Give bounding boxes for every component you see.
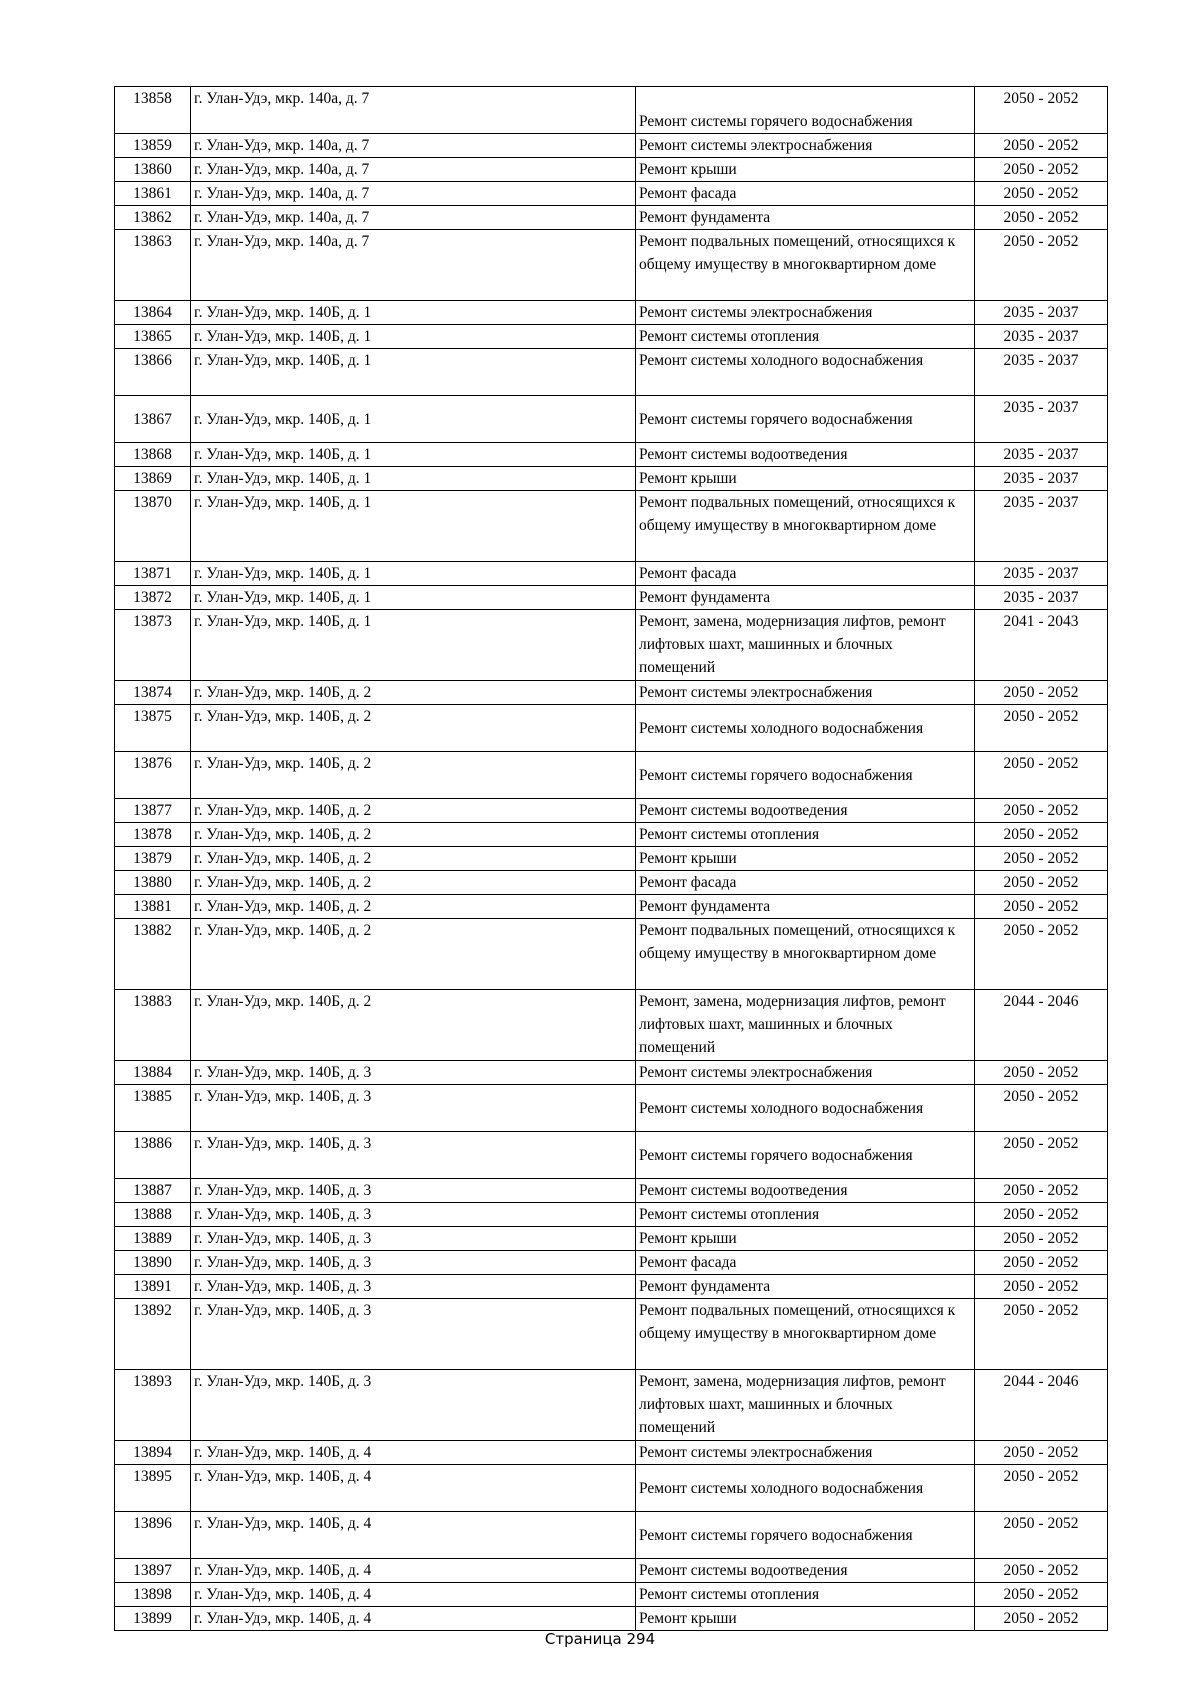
row-address: г. Улан-Удэ, мкр. 140Б, д. 1 [191, 562, 636, 586]
row-number: 13866 [115, 349, 191, 396]
row-period: 2035 - 2037 [975, 349, 1108, 396]
row-period: 2044 - 2046 [975, 1370, 1108, 1441]
row-address: г. Улан-Удэ, мкр. 140Б, д. 2 [191, 895, 636, 919]
table-row [115, 158, 1108, 182]
row-period: 2050 - 2052 [975, 705, 1108, 752]
table-row [115, 919, 1108, 990]
table-row [115, 1607, 1108, 1631]
row-address: г. Улан-Удэ, мкр. 140Б, д. 4 [191, 1512, 636, 1559]
table-row [115, 1132, 1108, 1179]
row-period: 2041 - 2043 [975, 610, 1108, 681]
table-row [115, 1370, 1108, 1441]
row-address: г. Улан-Удэ, мкр. 140Б, д. 3 [191, 1370, 636, 1441]
row-work-type: Ремонт системы горячего водоснабжения [636, 396, 975, 443]
row-period: 2050 - 2052 [975, 823, 1108, 847]
table-row [115, 1275, 1108, 1299]
row-work-type: Ремонт подвальных помещений, относящихся к общему имуществу в многоквартирном доме [636, 919, 975, 990]
row-period: 2035 - 2037 [975, 443, 1108, 467]
table-row [115, 1441, 1108, 1465]
row-work-type: Ремонт крыши [636, 1607, 975, 1631]
row-number: 13885 [115, 1085, 191, 1132]
row-address: г. Улан-Удэ, мкр. 140Б, д. 1 [191, 467, 636, 491]
row-period: 2050 - 2052 [975, 1559, 1108, 1583]
row-period: 2050 - 2052 [975, 1583, 1108, 1607]
row-number: 13881 [115, 895, 191, 919]
table-row [115, 1203, 1108, 1227]
table-row [115, 443, 1108, 467]
row-number: 13883 [115, 990, 191, 1061]
row-address: г. Улан-Удэ, мкр. 140а, д. 7 [191, 134, 636, 158]
row-period: 2050 - 2052 [975, 1441, 1108, 1465]
row-period: 2050 - 2052 [975, 1299, 1108, 1370]
row-period: 2050 - 2052 [975, 919, 1108, 990]
row-number: 13897 [115, 1559, 191, 1583]
row-work-type: Ремонт подвальных помещений, относящихся к общему имуществу в многоквартирном доме [636, 230, 975, 301]
row-number: 13898 [115, 1583, 191, 1607]
table-row [115, 1465, 1108, 1512]
row-period: 2035 - 2037 [975, 301, 1108, 325]
row-work-type: Ремонт фундамента [636, 206, 975, 230]
row-work-type: Ремонт крыши [636, 847, 975, 871]
row-address: г. Улан-Удэ, мкр. 140Б, д. 2 [191, 823, 636, 847]
row-number: 13871 [115, 562, 191, 586]
row-work-type: Ремонт системы электроснабжения [636, 681, 975, 705]
row-work-type: Ремонт системы отопления [636, 325, 975, 349]
row-address: г. Улан-Удэ, мкр. 140Б, д. 2 [191, 871, 636, 895]
row-address: г. Улан-Удэ, мкр. 140Б, д. 3 [191, 1251, 636, 1275]
row-address: г. Улан-Удэ, мкр. 140Б, д. 1 [191, 586, 636, 610]
row-work-type: Ремонт системы холодного водоснабжения [636, 1465, 975, 1512]
row-work-type: Ремонт подвальных помещений, относящихся к общему имуществу в многоквартирном доме [636, 1299, 975, 1370]
row-address: г. Улан-Удэ, мкр. 140Б, д. 2 [191, 990, 636, 1061]
row-number: 13887 [115, 1179, 191, 1203]
row-number: 13888 [115, 1203, 191, 1227]
row-number: 13886 [115, 1132, 191, 1179]
row-period: 2050 - 2052 [975, 1251, 1108, 1275]
table-row [115, 586, 1108, 610]
row-work-type: Ремонт фасада [636, 1251, 975, 1275]
row-work-type: Ремонт фундамента [636, 586, 975, 610]
row-number: 13892 [115, 1299, 191, 1370]
row-address: г. Улан-Удэ, мкр. 140Б, д. 1 [191, 610, 636, 681]
row-period: 2035 - 2037 [975, 586, 1108, 610]
row-number: 13893 [115, 1370, 191, 1441]
table-row [115, 1179, 1108, 1203]
row-period: 2050 - 2052 [975, 1512, 1108, 1559]
table-row [115, 562, 1108, 586]
row-work-type: Ремонт фундамента [636, 1275, 975, 1299]
row-number: 13864 [115, 301, 191, 325]
row-work-type: Ремонт системы горячего водоснабжения [636, 1512, 975, 1559]
row-number: 13865 [115, 325, 191, 349]
row-address: г. Улан-Удэ, мкр. 140Б, д. 4 [191, 1607, 636, 1631]
row-work-type: Ремонт, замена, модернизация лифтов, ремонт лифтовых шахт, машинных и блочных помещений [636, 610, 975, 681]
row-period: 2050 - 2052 [975, 1132, 1108, 1179]
row-period: 2050 - 2052 [975, 158, 1108, 182]
row-work-type: Ремонт крыши [636, 467, 975, 491]
row-work-type: Ремонт системы водоотведения [636, 1179, 975, 1203]
table-body [115, 87, 1108, 1631]
row-address: г. Улан-Удэ, мкр. 140Б, д. 2 [191, 847, 636, 871]
row-address: г. Улан-Удэ, мкр. 140Б, д. 1 [191, 325, 636, 349]
row-number: 13872 [115, 586, 191, 610]
row-number: 13867 [115, 396, 191, 443]
row-address: г. Улан-Удэ, мкр. 140Б, д. 3 [191, 1299, 636, 1370]
row-work-type: Ремонт системы водоотведения [636, 443, 975, 467]
row-period: 2050 - 2052 [975, 87, 1108, 134]
table-row [115, 1512, 1108, 1559]
row-number: 13896 [115, 1512, 191, 1559]
row-period: 2035 - 2037 [975, 467, 1108, 491]
table-row [115, 895, 1108, 919]
row-work-type: Ремонт системы электроснабжения [636, 1441, 975, 1465]
row-work-type: Ремонт крыши [636, 158, 975, 182]
row-number: 13882 [115, 919, 191, 990]
row-number: 13899 [115, 1607, 191, 1631]
row-number: 13876 [115, 752, 191, 799]
table-row [115, 206, 1108, 230]
row-number: 13859 [115, 134, 191, 158]
row-number: 13873 [115, 610, 191, 681]
table-row [115, 467, 1108, 491]
table-row [115, 1061, 1108, 1085]
row-number: 13890 [115, 1251, 191, 1275]
table-row [115, 134, 1108, 158]
row-address: г. Улан-Удэ, мкр. 140Б, д. 3 [191, 1179, 636, 1203]
table-row [115, 396, 1108, 443]
table-row [115, 823, 1108, 847]
table-row [115, 1583, 1108, 1607]
row-work-type: Ремонт фасада [636, 182, 975, 206]
repair-schedule-table [114, 86, 1108, 1631]
table-row [115, 325, 1108, 349]
row-address: г. Улан-Удэ, мкр. 140Б, д. 4 [191, 1441, 636, 1465]
row-period: 2050 - 2052 [975, 1203, 1108, 1227]
row-period: 2050 - 2052 [975, 230, 1108, 301]
row-period: 2050 - 2052 [975, 681, 1108, 705]
row-work-type: Ремонт системы холодного водоснабжения [636, 349, 975, 396]
row-number: 13858 [115, 87, 191, 134]
row-work-type: Ремонт системы электроснабжения [636, 134, 975, 158]
table-row [115, 1299, 1108, 1370]
row-address: г. Улан-Удэ, мкр. 140Б, д. 1 [191, 396, 636, 443]
row-period: 2050 - 2052 [975, 182, 1108, 206]
row-address: г. Улан-Удэ, мкр. 140Б, д. 3 [191, 1132, 636, 1179]
row-period: 2050 - 2052 [975, 1227, 1108, 1251]
table-row [115, 1251, 1108, 1275]
table-row [115, 349, 1108, 396]
row-number: 13891 [115, 1275, 191, 1299]
row-period: 2035 - 2037 [975, 325, 1108, 349]
row-work-type: Ремонт, замена, модернизация лифтов, ремонт лифтовых шахт, машинных и блочных помещений [636, 1370, 975, 1441]
row-period: 2035 - 2037 [975, 396, 1108, 443]
row-work-type: Ремонт системы горячего водоснабжения [636, 1132, 975, 1179]
row-address: г. Улан-Удэ, мкр. 140Б, д. 2 [191, 799, 636, 823]
row-number: 13894 [115, 1441, 191, 1465]
row-period: 2050 - 2052 [975, 1275, 1108, 1299]
row-period: 2050 - 2052 [975, 847, 1108, 871]
row-period: 2050 - 2052 [975, 752, 1108, 799]
row-work-type: Ремонт системы холодного водоснабжения [636, 705, 975, 752]
row-address: г. Улан-Удэ, мкр. 140а, д. 7 [191, 87, 636, 134]
row-number: 13875 [115, 705, 191, 752]
table-row [115, 1559, 1108, 1583]
row-work-type: Ремонт системы холодного водоснабжения [636, 1085, 975, 1132]
row-address: г. Улан-Удэ, мкр. 140Б, д. 3 [191, 1275, 636, 1299]
row-address: г. Улан-Удэ, мкр. 140а, д. 7 [191, 206, 636, 230]
row-address: г. Улан-Удэ, мкр. 140Б, д. 1 [191, 301, 636, 325]
row-period: 2050 - 2052 [975, 799, 1108, 823]
row-period: 2050 - 2052 [975, 1085, 1108, 1132]
row-address: г. Улан-Удэ, мкр. 140Б, д. 3 [191, 1227, 636, 1251]
table-row [115, 182, 1108, 206]
row-number: 13889 [115, 1227, 191, 1251]
row-number: 13878 [115, 823, 191, 847]
row-work-type: Ремонт системы горячего водоснабжения [636, 87, 975, 134]
row-period: 2050 - 2052 [975, 1179, 1108, 1203]
row-work-type: Ремонт системы отопления [636, 823, 975, 847]
table-row [115, 681, 1108, 705]
row-address: г. Улан-Удэ, мкр. 140Б, д. 2 [191, 705, 636, 752]
row-period: 2050 - 2052 [975, 895, 1108, 919]
row-work-type: Ремонт системы горячего водоснабжения [636, 752, 975, 799]
row-address: г. Улан-Удэ, мкр. 140Б, д. 2 [191, 919, 636, 990]
row-address: г. Улан-Удэ, мкр. 140а, д. 7 [191, 158, 636, 182]
row-number: 13874 [115, 681, 191, 705]
table-row [115, 87, 1108, 134]
row-number: 13895 [115, 1465, 191, 1512]
row-number: 13869 [115, 467, 191, 491]
row-work-type: Ремонт системы водоотведения [636, 1559, 975, 1583]
table-row [115, 871, 1108, 895]
row-address: г. Улан-Удэ, мкр. 140Б, д. 4 [191, 1559, 636, 1583]
row-address: г. Улан-Удэ, мкр. 140Б, д. 4 [191, 1465, 636, 1512]
row-work-type: Ремонт подвальных помещений, относящихся к общему имуществу в многоквартирном доме [636, 491, 975, 562]
row-work-type: Ремонт фасада [636, 562, 975, 586]
row-work-type: Ремонт системы отопления [636, 1203, 975, 1227]
row-number: 13861 [115, 182, 191, 206]
table-row [115, 491, 1108, 562]
table-row [115, 847, 1108, 871]
row-number: 13879 [115, 847, 191, 871]
row-work-type: Ремонт системы электроснабжения [636, 301, 975, 325]
row-number: 13884 [115, 1061, 191, 1085]
row-work-type: Ремонт системы электроснабжения [636, 1061, 975, 1085]
row-address: г. Улан-Удэ, мкр. 140а, д. 7 [191, 230, 636, 301]
row-address: г. Улан-Удэ, мкр. 140Б, д. 4 [191, 1583, 636, 1607]
row-address: г. Улан-Удэ, мкр. 140Б, д. 2 [191, 752, 636, 799]
row-number: 13868 [115, 443, 191, 467]
row-work-type: Ремонт системы водоотведения [636, 799, 975, 823]
row-work-type: Ремонт фасада [636, 871, 975, 895]
row-period: 2050 - 2052 [975, 1061, 1108, 1085]
table-row [115, 1085, 1108, 1132]
row-work-type: Ремонт крыши [636, 1227, 975, 1251]
row-number: 13860 [115, 158, 191, 182]
row-period: 2035 - 2037 [975, 562, 1108, 586]
row-address: г. Улан-Удэ, мкр. 140Б, д. 3 [191, 1061, 636, 1085]
page-number: Страница 294 [544, 1630, 656, 1648]
row-period: 2050 - 2052 [975, 206, 1108, 230]
row-number: 13862 [115, 206, 191, 230]
row-address: г. Улан-Удэ, мкр. 140Б, д. 3 [191, 1203, 636, 1227]
row-address: г. Улан-Удэ, мкр. 140Б, д. 3 [191, 1085, 636, 1132]
row-work-type: Ремонт, замена, модернизация лифтов, ремонт лифтовых шахт, машинных и блочных помещений [636, 990, 975, 1061]
row-period: 2044 - 2046 [975, 990, 1108, 1061]
table-row [115, 1227, 1108, 1251]
row-number: 13870 [115, 491, 191, 562]
table-row [115, 610, 1108, 681]
row-period: 2035 - 2037 [975, 491, 1108, 562]
row-period: 2050 - 2052 [975, 1607, 1108, 1631]
row-work-type: Ремонт фундамента [636, 895, 975, 919]
row-address: г. Улан-Удэ, мкр. 140Б, д. 2 [191, 681, 636, 705]
row-address: г. Улан-Удэ, мкр. 140Б, д. 1 [191, 491, 636, 562]
row-address: г. Улан-Удэ, мкр. 140Б, д. 1 [191, 349, 636, 396]
row-address: г. Улан-Удэ, мкр. 140а, д. 7 [191, 182, 636, 206]
row-address: г. Улан-Удэ, мкр. 140Б, д. 1 [191, 443, 636, 467]
row-period: 2050 - 2052 [975, 1465, 1108, 1512]
row-period: 2050 - 2052 [975, 871, 1108, 895]
row-work-type: Ремонт системы отопления [636, 1583, 975, 1607]
table-row [115, 301, 1108, 325]
table-row [115, 752, 1108, 799]
table-row [115, 230, 1108, 301]
row-number: 13880 [115, 871, 191, 895]
table-row [115, 799, 1108, 823]
table-row [115, 990, 1108, 1061]
row-number: 13877 [115, 799, 191, 823]
row-number: 13863 [115, 230, 191, 301]
table-row [115, 705, 1108, 752]
row-period: 2050 - 2052 [975, 134, 1108, 158]
